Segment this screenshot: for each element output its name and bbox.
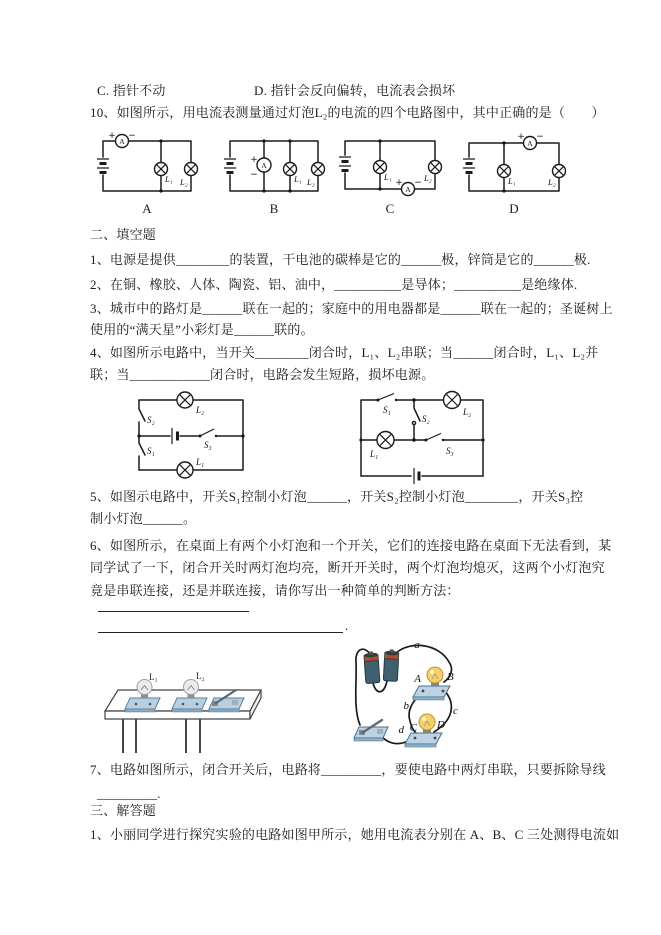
fill-q4-line2: 联；当____________闭合时，电路会发生短路，损坏电源。	[90, 367, 435, 382]
ammeter-icon	[108, 131, 136, 148]
battery-symbol	[172, 428, 178, 444]
svg-text:+: +	[517, 132, 525, 142]
table-legs	[123, 718, 200, 753]
fill-q3-line2: 使用的“满天星”小彩灯是______联的。	[90, 322, 314, 337]
junction-dot	[262, 139, 265, 142]
photo-circuit-figure	[353, 638, 468, 753]
circuit-figure-c	[340, 131, 440, 199]
lamp-label: L₁	[294, 174, 302, 184]
switch-label: S₃	[446, 446, 454, 456]
svg-text:A: A	[261, 161, 267, 170]
wire	[139, 400, 243, 470]
junction-dot	[481, 438, 484, 441]
svg-text:A: A	[119, 137, 125, 146]
junction-dot	[359, 438, 362, 441]
lamp-label: L₂	[548, 177, 556, 187]
junction-dot	[288, 189, 291, 192]
table-figure	[98, 660, 273, 756]
lamp-label: L₁	[196, 457, 205, 467]
switch-label: S₁	[147, 446, 155, 456]
switch-label: S₁	[383, 405, 391, 415]
junction-dot	[412, 398, 415, 401]
figure-label-b: B	[269, 201, 279, 216]
switch-label: S₂	[147, 415, 155, 425]
lamp-label: L₁	[384, 172, 392, 182]
lamp-label: L₂	[196, 671, 205, 681]
battery-symbol	[463, 159, 475, 173]
fill-q5-line2: 制小灯泡______。	[90, 511, 197, 526]
battery-symbol	[224, 159, 236, 173]
svg-text:+: +	[395, 178, 403, 188]
fill-q7-line2: _________.	[97, 786, 161, 801]
fill-q6-line1: 6、如图所示，在桌面上有两个小灯泡和一个开关，它们的连接电路在桌面下无法看到，某	[90, 538, 612, 553]
junction-dot	[159, 139, 162, 142]
answer-blank-line-2	[98, 622, 343, 633]
lamp-label: L₂	[180, 177, 188, 187]
svg-text:−: −	[536, 132, 544, 142]
question-10-text: 10、如图所示，用电流表测量通过灯泡L₂的电流的四个电路图中，其中正确的是（ ）	[90, 105, 605, 120]
ammeter-icon	[250, 155, 271, 180]
svg-text:−: −	[250, 170, 258, 180]
figure-label-c: C	[385, 201, 395, 216]
answer-q1-text: 1、小丽同学进行探究实验的电路如图甲所示，她用电流表分别在 A、B、C 三处测得电流如	[90, 827, 620, 842]
fill-q5-line1: 5、如图示电路中，开关S₁控制小灯泡______，开关S₂控制小灯泡________，开关S₃控	[90, 489, 584, 504]
option-c: C. 指针不动	[97, 83, 166, 98]
battery-symbol	[414, 468, 419, 484]
answer-blank-line-1	[98, 601, 249, 612]
switch-label: S₂	[422, 414, 430, 424]
lamp-label: L₂	[196, 405, 205, 415]
svg-text:A: A	[405, 185, 411, 194]
option-d: D. 指针会反向偏转，电流表会损坏	[254, 83, 456, 98]
junction-dot	[502, 189, 505, 192]
wire-label-c: c	[453, 705, 458, 717]
fill-q1: 1、电源是提供________的装置，干电池的碳棒是它的______极，锌筒是它的______极.	[90, 252, 591, 267]
svg-text:A: A	[527, 139, 533, 148]
terminal-label-D: D	[437, 719, 445, 731]
lamp-label: L₁	[508, 176, 516, 186]
lamp-label: L₂	[463, 407, 472, 417]
ammeter-icon	[395, 178, 422, 196]
junction-dot	[137, 434, 140, 437]
junction-dot	[378, 187, 381, 190]
ammeter-icon	[517, 132, 544, 150]
lamp-label: L₁	[149, 672, 158, 682]
svg-text:−: −	[414, 178, 422, 188]
figure-label-d: D	[509, 201, 519, 216]
battery-icon	[383, 649, 399, 681]
switch-label: S₃	[204, 440, 212, 450]
fill-q7-line1: 7、电路如图所示，闭合开关后，电路将_________，要使电路中两灯串联，只要拆除导线	[90, 762, 606, 777]
svg-text:+: +	[250, 155, 258, 165]
wire-label-d: d	[398, 724, 404, 736]
battery-symbol	[339, 157, 351, 171]
circuit-figure-b	[224, 131, 324, 199]
lamp-icon	[284, 163, 325, 176]
wire-label-b: b	[403, 700, 409, 712]
battery-symbol	[97, 159, 109, 173]
lamp-label: L₁	[165, 174, 173, 184]
lamp-label: L₂	[307, 177, 315, 187]
wire	[230, 141, 318, 191]
lamp-icon	[155, 163, 198, 176]
lamp-label: L₁	[370, 449, 379, 459]
junction-dot	[412, 438, 415, 441]
fill-q2: 2、在铜、橡胶、人体、陶瓷、铝、油中，__________是导体；__________是绝缘体.	[90, 277, 578, 292]
junction-dot	[378, 139, 381, 142]
svg-text:−: −	[128, 131, 136, 141]
junction-dot	[288, 139, 291, 142]
junction-dot	[241, 434, 244, 437]
junction-dot	[502, 141, 505, 144]
wire-label-a: a	[414, 639, 420, 651]
fill-q6-line2: 同学试了一下，闭合开关时两灯泡均亮，断开开关时，两个灯泡均熄灭，这两个小灯泡究	[90, 560, 605, 575]
switch-symbol	[199, 429, 218, 438]
terminal-label-C: C	[409, 722, 417, 734]
fill-q6-line3: 竟是串联连接，还是并联连接，请你写出一种简单的判断方法：	[90, 583, 460, 598]
junction-dot	[262, 189, 265, 192]
section-title-fill: 二、填空题	[90, 227, 157, 242]
q4-circuit-right	[356, 392, 488, 486]
svg-text:+: +	[108, 131, 116, 141]
terminal-label-B: B	[447, 671, 454, 683]
wire	[103, 141, 191, 191]
section-title-answer: 三、解答题	[90, 803, 157, 818]
figure-label-a: A	[142, 201, 152, 216]
terminal-label-A: A	[414, 673, 421, 685]
lamp-label: L₂	[424, 173, 432, 183]
lamp-icon	[177, 392, 193, 478]
battery-icon	[364, 651, 380, 683]
fill-q4-line1: 4、如图所示电路中，当开关________闭合时，L₁、L₂串联；当______闭合时，L₁、L₂并	[90, 345, 599, 360]
blank-period: .	[345, 618, 349, 633]
fill-q3-line1: 3、城市中的路灯是______联在一起的；家庭中的用电器都是______联在一起的；圣诞树上	[90, 301, 613, 316]
circuit-figure-d	[464, 131, 564, 199]
q4-circuit-left	[134, 392, 248, 482]
junction-dot	[159, 189, 162, 192]
circuit-figure-a	[97, 131, 197, 199]
